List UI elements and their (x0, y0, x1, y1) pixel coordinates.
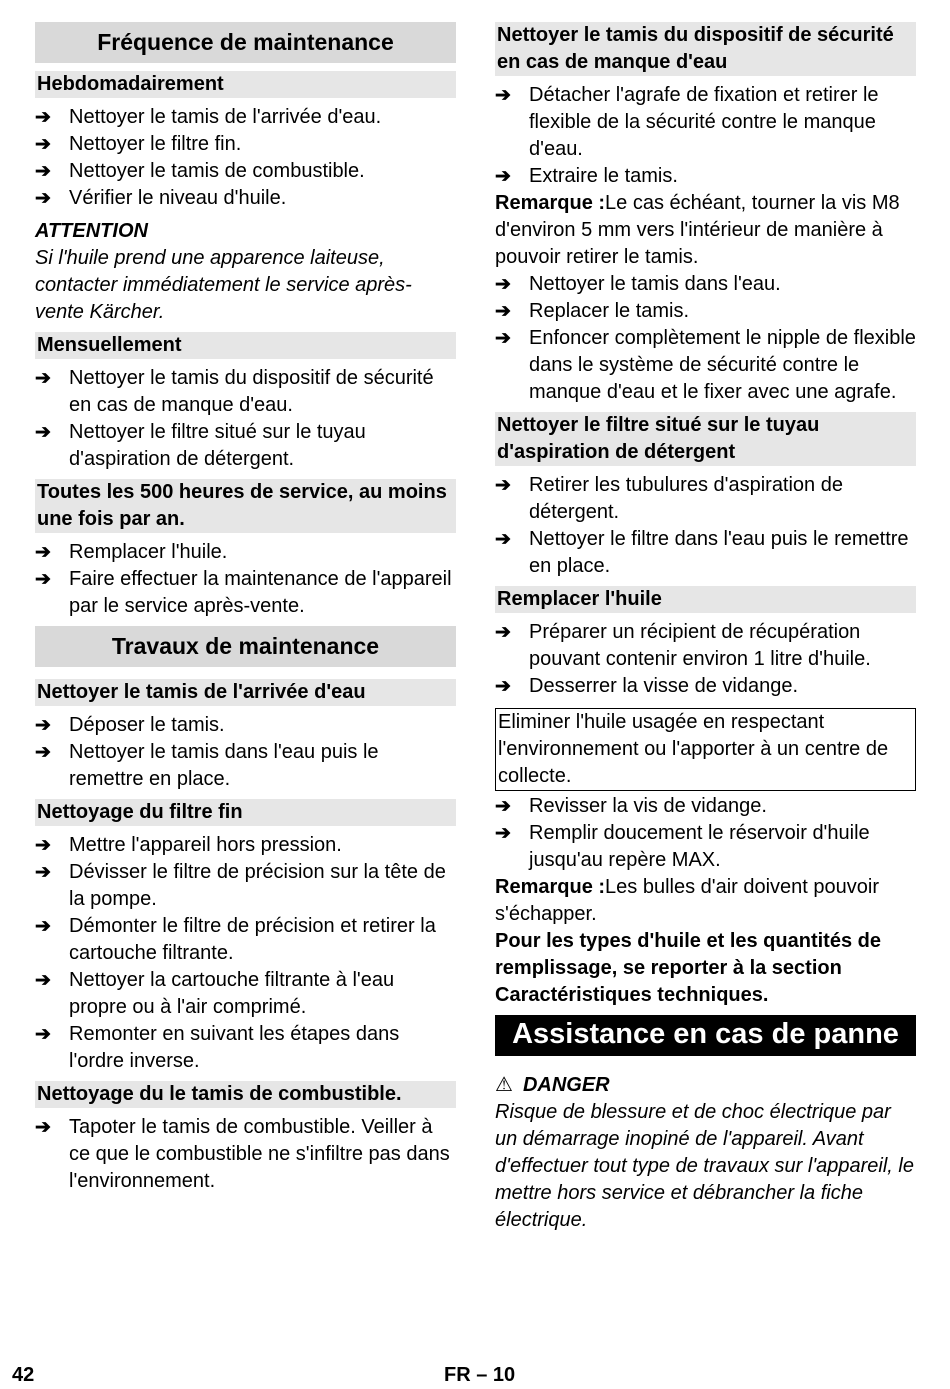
arrow-icon: ➔ (35, 835, 51, 856)
list-item-text: Remplacer l'huile. (69, 541, 228, 563)
list-item-text: Nettoyer le tamis de combustible. (69, 160, 365, 182)
list-item-text: Replacer le tamis. (529, 300, 690, 322)
list-item (35, 566, 456, 620)
list-item (35, 859, 456, 913)
list-item-text: Nettoyer le tamis dans l'eau. (529, 273, 781, 295)
list-item (495, 82, 916, 163)
arrow-icon: ➔ (495, 274, 511, 295)
arrow-icon: ➔ (495, 823, 511, 844)
attention-text: Si l'huile prend une apparence laiteuse, contacter immédiatement le service après-vente Kärcher. (35, 247, 412, 323)
list-item (35, 967, 456, 1021)
list-item-text: Extraire le tamis. (529, 165, 678, 187)
arrow-icon: ➔ (495, 622, 511, 643)
list-item (495, 472, 916, 526)
arrow-icon: ➔ (35, 742, 51, 763)
subsection-title-securite: Nettoyer le tamis du dispositif de sécurité en cas de manque d'eau (495, 22, 916, 76)
arrow-icon: ➔ (35, 188, 51, 209)
remarque-1 (495, 190, 916, 271)
arrow-icon: ➔ (35, 107, 51, 128)
list-item (35, 739, 456, 793)
subsection-title-hebdo: Hebdomadairement (35, 71, 456, 98)
danger-heading (495, 1072, 916, 1099)
list-item (35, 158, 456, 185)
list-item (35, 539, 456, 566)
arrow-icon: ➔ (35, 368, 51, 389)
remarque-label: Remarque : (495, 192, 606, 214)
arrow-icon: ➔ (495, 796, 511, 817)
remarque-2 (495, 874, 916, 928)
arrow-icon: ➔ (35, 422, 51, 443)
arrow-icon: ➔ (495, 676, 511, 697)
huile-notice-box: Eliminer l'huile usagée en respectant l'environnement ou l'apporter à un centre de collecte. (495, 708, 916, 791)
subsection-title-combustible: Nettoyage du le tamis de combustible. (35, 1081, 456, 1108)
arrow-icon: ➔ (35, 1024, 51, 1045)
list-item (35, 913, 456, 967)
remarque-2-label: Remarque : (495, 876, 606, 898)
list-item (35, 131, 456, 158)
h500-list (35, 539, 456, 620)
list-item-text: Nettoyer le filtre dans l'eau puis le remettre en place. (529, 528, 909, 577)
list-item-text: Retirer les tubulures d'aspiration de détergent. (529, 474, 843, 523)
list-item-text: Remplir doucement le réservoir d'huile jusqu'au repère MAX. (529, 822, 870, 871)
arrow-icon: ➔ (35, 970, 51, 991)
arrow-icon: ➔ (495, 166, 511, 187)
arrow-icon: ➔ (35, 542, 51, 563)
list-item-text: Remonter en suivant les étapes dans l'ordre inverse. (69, 1023, 400, 1072)
attention-label: ATTENTION (35, 220, 148, 242)
combustible-list (35, 1114, 456, 1195)
types-huile-note: Pour les types d'huile et les quantités de remplissage, se reporter à la section Caractéristiques techniques. (495, 930, 881, 1006)
mensuel-list (35, 365, 456, 473)
arrow-icon: ➔ (495, 301, 511, 322)
arrow-icon: ➔ (35, 916, 51, 937)
list-item (35, 832, 456, 859)
arrow-icon: ➔ (495, 529, 511, 550)
list-item-text: Desserrer la visse de vidange. (529, 675, 799, 697)
right-column (495, 22, 916, 1234)
list-item (35, 365, 456, 419)
list-item-text: Tapoter le tamis de combustible. Veiller à ce que le combustible ne s'infiltre pas dans l'environnement. (69, 1116, 450, 1192)
list-item (35, 1021, 456, 1075)
section-title-assistance: Assistance en cas de panne (495, 1015, 916, 1056)
list-item (35, 712, 456, 739)
list-item (495, 793, 916, 820)
list-item (495, 820, 916, 874)
list-item-text: Faire effectuer la maintenance de l'appareil par le service après-vente. (69, 568, 452, 617)
list-item (495, 271, 916, 298)
subsection-title-500h: Toutes les 500 heures de service, au moins une fois par an. (35, 479, 456, 533)
huile-list-b (495, 793, 916, 874)
danger-text: Risque de blessure et de choc électrique par un démarrage inopiné de l'appareil. Avant d'effectuer tout type de travaux sur l'appareil, le mettre hors service et débrancher la fiche électrique. (495, 1101, 914, 1231)
list-item-text: Nettoyer le tamis du dispositif de sécurité en cas de manque d'eau. (69, 367, 434, 416)
list-item (495, 163, 916, 190)
subsection-title-aspiration: Nettoyer le filtre situé sur le tuyau d'aspiration de détergent (495, 412, 916, 466)
subsection-title-arrivee: Nettoyer le tamis de l'arrivée d'eau (35, 679, 456, 706)
list-item (35, 104, 456, 131)
arrivee-list (35, 712, 456, 793)
list-item (35, 419, 456, 473)
arrow-icon: ➔ (35, 134, 51, 155)
arrow-icon: ➔ (35, 161, 51, 182)
section-title-travaux: Travaux de maintenance (35, 626, 456, 667)
list-item (495, 673, 916, 700)
list-item (495, 619, 916, 673)
list-item-text: Détacher l'agrafe de fixation et retirer le flexible de la sécurité contre le manque d'eau. (529, 84, 879, 160)
list-item-text: Nettoyer le filtre fin. (69, 133, 242, 155)
list-item-text: Nettoyer le filtre situé sur le tuyau d'aspiration de détergent. (69, 421, 366, 470)
arrow-icon: ➔ (495, 85, 511, 106)
subsection-title-mensuel: Mensuellement (35, 332, 456, 359)
list-item-text: Dévisser le filtre de précision sur la tête de la pompe. (69, 861, 446, 910)
page-reference: FR – 10 (444, 1364, 516, 1386)
subsection-title-huile: Remplacer l'huile (495, 586, 916, 613)
warning-triangle-icon: ⚠ (495, 1074, 513, 1096)
section-title-frequence: Fréquence de maintenance (35, 22, 456, 63)
arrow-icon: ➔ (35, 1117, 51, 1138)
list-item-text: Préparer un récipient de récupération pouvant contenir environ 1 litre d'huile. (529, 621, 871, 670)
list-item-text: Revisser la vis de vidange. (529, 795, 767, 817)
list-item (35, 1114, 456, 1195)
left-column (35, 22, 456, 1201)
list-item-text: Démonter le filtre de précision et retirer la cartouche filtrante. (69, 915, 436, 964)
list-item (495, 298, 916, 325)
arrow-icon: ➔ (35, 862, 51, 883)
arrow-icon: ➔ (35, 569, 51, 590)
list-item-text: Vérifier le niveau d'huile. (69, 187, 287, 209)
danger-label: DANGER (522, 1074, 610, 1096)
list-item-text: Nettoyer le tamis de l'arrivée d'eau. (69, 106, 382, 128)
list-item (495, 325, 916, 406)
arrow-icon: ➔ (35, 715, 51, 736)
remarque-1-text: Le cas échéant, tourner la vis M8 d'environ 5 mm vers l'intérieur de manière à pouvoir retirer le tamis. (495, 192, 900, 268)
page-number: 42 (12, 1364, 35, 1386)
securite-list-b (495, 271, 916, 406)
aspiration-list (495, 472, 916, 580)
arrow-icon: ➔ (495, 475, 511, 496)
list-item-text: Mettre l'appareil hors pression. (69, 834, 342, 856)
list-item-text: Nettoyer le tamis dans l'eau puis le remettre en place. (69, 741, 379, 790)
arrow-icon: ➔ (495, 328, 511, 349)
list-item-text: Déposer le tamis. (69, 714, 225, 736)
list-item-text: Nettoyer la cartouche filtrante à l'eau propre ou à l'air comprimé. (69, 969, 395, 1018)
remarque-2-text: Les bulles d'air doivent pouvoir s'échapper. (495, 876, 880, 925)
subsection-title-filtre-fin: Nettoyage du filtre fin (35, 799, 456, 826)
securite-list-a (495, 82, 916, 190)
hebdo-list (35, 104, 456, 212)
list-item-text: Enfoncer complètement le nipple de flexible dans le système de sécurité contre le manque d'eau et le fixer avec une agrafe. (529, 327, 916, 403)
list-item (495, 526, 916, 580)
huile-list-a (495, 619, 916, 700)
list-item (35, 185, 456, 212)
filtre-fin-list (35, 832, 456, 1075)
